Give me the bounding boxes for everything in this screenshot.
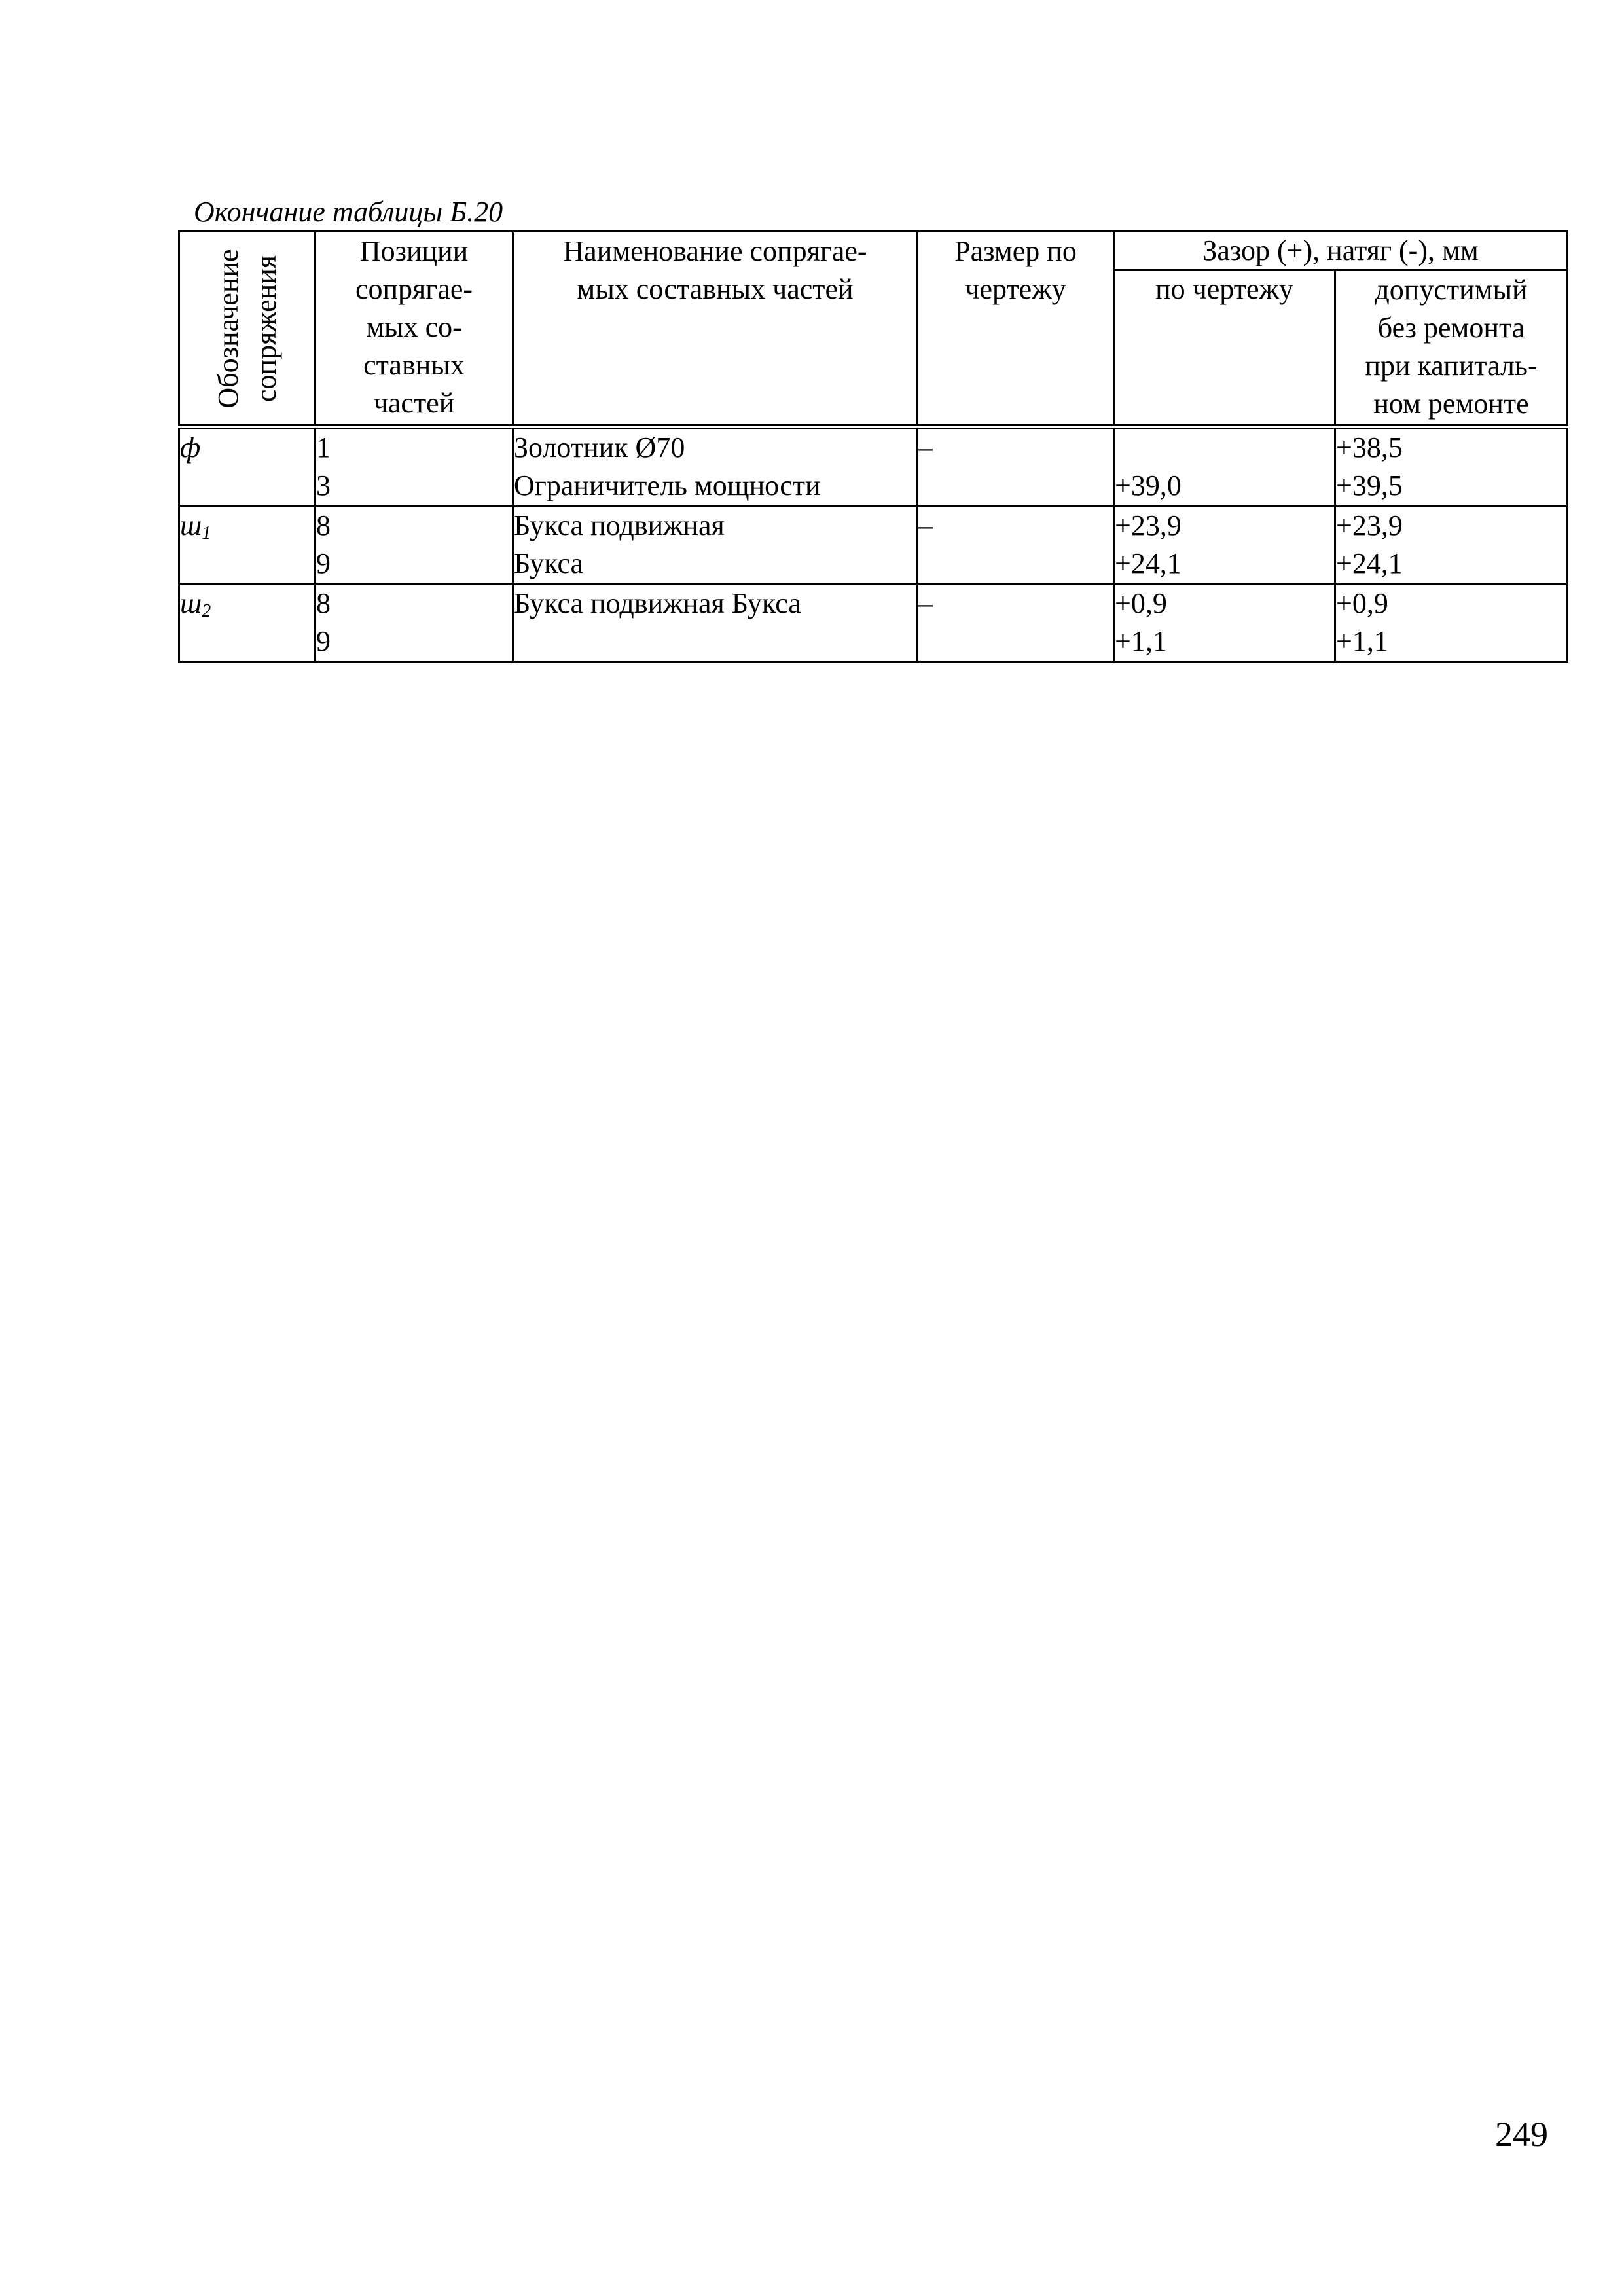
designation-label — [180, 429, 314, 467]
part-name: Золотник Ø70 — [514, 431, 685, 464]
per-drawing-value: +23,9 — [1115, 509, 1182, 541]
permissible-value: +23,9 — [1336, 509, 1403, 541]
per-drawing-value: +0,9 — [1115, 587, 1167, 619]
part-names-cell — [513, 506, 918, 584]
per-drawing-cell — [1114, 427, 1335, 506]
header-drawing-size-line: Размер по — [954, 235, 1077, 267]
position-value: 3 — [316, 469, 331, 501]
position-value: 1 — [316, 431, 331, 464]
mating-parts-table — [178, 230, 1568, 663]
per-drawing-value: +39,0 — [1115, 469, 1182, 501]
designation-letter: ф — [180, 431, 201, 464]
position-value: 9 — [316, 547, 331, 579]
permissible-value: +39,5 — [1336, 469, 1403, 501]
permissible-cell — [1335, 506, 1568, 584]
header-positions-line: Позиции — [359, 235, 469, 267]
header-permissible-line: ном ремонте — [1373, 388, 1529, 420]
position-value: 8 — [316, 587, 331, 619]
per-drawing-cell — [1114, 506, 1335, 584]
header-positions-line: ставных — [363, 349, 465, 381]
header-permissible-line: допустимый — [1375, 274, 1528, 306]
header-positions-line: мых со- — [366, 311, 462, 343]
per-drawing-value: +24,1 — [1115, 547, 1182, 579]
header-name — [513, 232, 918, 427]
header-permissible-line: без ремонта — [1377, 312, 1525, 344]
designation-letter: ш — [180, 509, 202, 541]
header-permissible-line: при капиталь- — [1365, 350, 1538, 382]
designation-cell — [179, 427, 316, 506]
table-row — [179, 427, 1568, 506]
header-drawing-size — [918, 232, 1114, 427]
header-permissible — [1335, 270, 1568, 427]
designation-cell — [179, 584, 316, 662]
page-number: 249 — [1495, 2115, 1548, 2154]
header-positions — [316, 232, 513, 427]
per-drawing-cell — [1114, 584, 1335, 662]
drawing-size-cell — [918, 427, 1114, 506]
header-name-line: мых составных частей — [577, 273, 854, 305]
positions-cell — [316, 506, 513, 584]
part-name: Букса — [514, 547, 584, 579]
part-name — [514, 623, 916, 661]
part-names-cell — [513, 427, 918, 506]
header-row-1 — [179, 232, 1568, 270]
position-value: 8 — [316, 509, 331, 541]
per-drawing-value: +1,1 — [1115, 625, 1167, 657]
permissible-value: +38,5 — [1336, 431, 1403, 464]
permissible-value: +1,1 — [1336, 625, 1388, 657]
drawing-size-value: – — [918, 509, 933, 541]
header-designation-line: Обозначение — [211, 248, 244, 409]
table-caption: Окончание таблицы Б.20 — [194, 196, 503, 228]
drawing-size-cell — [918, 506, 1114, 584]
position-value: 9 — [316, 625, 331, 657]
designation-subscript: 2 — [202, 601, 211, 621]
table-row — [179, 506, 1568, 584]
header-per-drawing: по чертежу — [1114, 270, 1335, 427]
part-name: Букса подвижная Букса — [514, 587, 801, 619]
positions-cell — [316, 427, 513, 506]
header-clearance-group: Зазор (+), натяг (-), мм — [1114, 232, 1568, 270]
header-designation — [179, 232, 316, 427]
designation-label — [180, 507, 314, 545]
designation-cell — [179, 506, 316, 584]
permissible-cell — [1335, 427, 1568, 506]
designation-subscript: 1 — [202, 523, 211, 543]
header-positions-line: частей — [373, 387, 455, 419]
drawing-size-value: – — [918, 587, 933, 619]
drawing-size-cell — [918, 584, 1114, 662]
header-designation-line: сопряжения — [249, 255, 282, 402]
drawing-size-value: – — [918, 431, 933, 464]
part-names-cell — [513, 584, 918, 662]
designation-letter: ш — [180, 587, 202, 619]
positions-cell — [316, 584, 513, 662]
part-name: Букса подвижная — [514, 509, 725, 541]
designation-label — [180, 585, 314, 623]
header-positions-line: сопрягае- — [355, 273, 473, 305]
permissible-value: +0,9 — [1336, 587, 1388, 619]
table-row — [179, 584, 1568, 662]
permissible-value: +24,1 — [1336, 547, 1403, 579]
header-name-line: Наименование сопрягае- — [563, 235, 867, 267]
header-drawing-size-line: чертежу — [965, 273, 1066, 305]
per-drawing-value — [1115, 429, 1334, 467]
permissible-cell — [1335, 584, 1568, 662]
part-name: Ограничитель мощности — [514, 469, 821, 501]
